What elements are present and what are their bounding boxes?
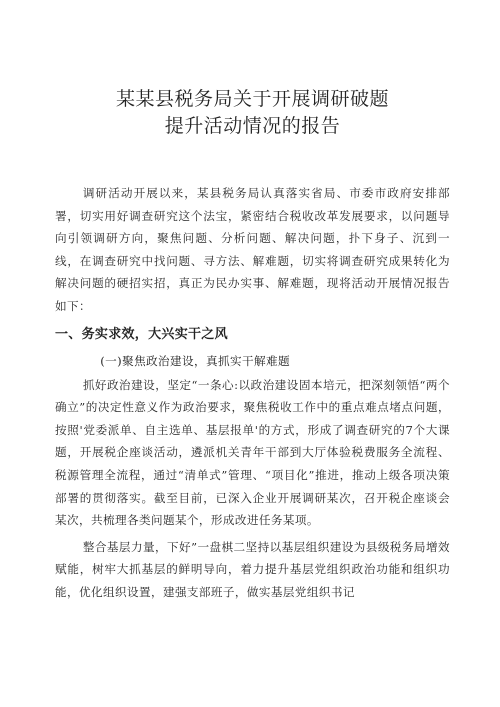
- intro-paragraph: 调研活动开展以来，某县税务局认真落实省局、市委市政府安排部署，切实用好调查研究这个法宝，紧密结合税收改革发展要求，以问题导向引领调研方向，聚焦问题、分析问题、解决问题，扑下身子、沉到一线，在调查研究中找问题、寻方法、解难题，切实将调查研究成果转化为解决问题的硬招实招，真正为民办实事、解难题，现将活动开展情况报告如下：: [55, 186, 450, 313]
- document-body: [55, 182, 450, 604]
- section-heading-1: 一、务实求效，大兴实干之风: [55, 326, 228, 342]
- title-line-2: 提升活动情况的报告: [164, 115, 341, 137]
- title-line-1: 某某县税务局关于开展调研破题: [115, 88, 389, 110]
- body-paragraph-1: 抓好政治建设，坚定“一条心:以政治建设固本培元，把深刻领悟“两个确立”的决定性意义作为政治要求，聚焦税收工作中的重点难点堵点问题，按照'党委派单、自主选单、基层报单'的方式，形成了调查研究的7个大课题，开展税企座谈活动，遴派机关青年干部到大厅体验税费服务全流程、税源管理全流程，通过“清单式”管理、“项目化”推进，推动上级各项决策部署的贯彻落实。截至目前，已深入企业开展调研某次，召开税企座谈会某次，共梳理各类问题某个，形成改进任务某项。: [55, 377, 450, 528]
- subsection-heading-1: (一)聚焦政治建设，真抓实干解难题: [100, 353, 290, 368]
- body-paragraph-2: 整合基层力量，下好”一盘棋二坚持以基层组织建设为县级税务局增效赋能，树牢大抓基层的鲜明导向，着力提升基层党组织政治功能和组织功能，优化组织设置，建强支部班子，做实基层党组织书记: [55, 539, 450, 599]
- document-title: [55, 0, 450, 140]
